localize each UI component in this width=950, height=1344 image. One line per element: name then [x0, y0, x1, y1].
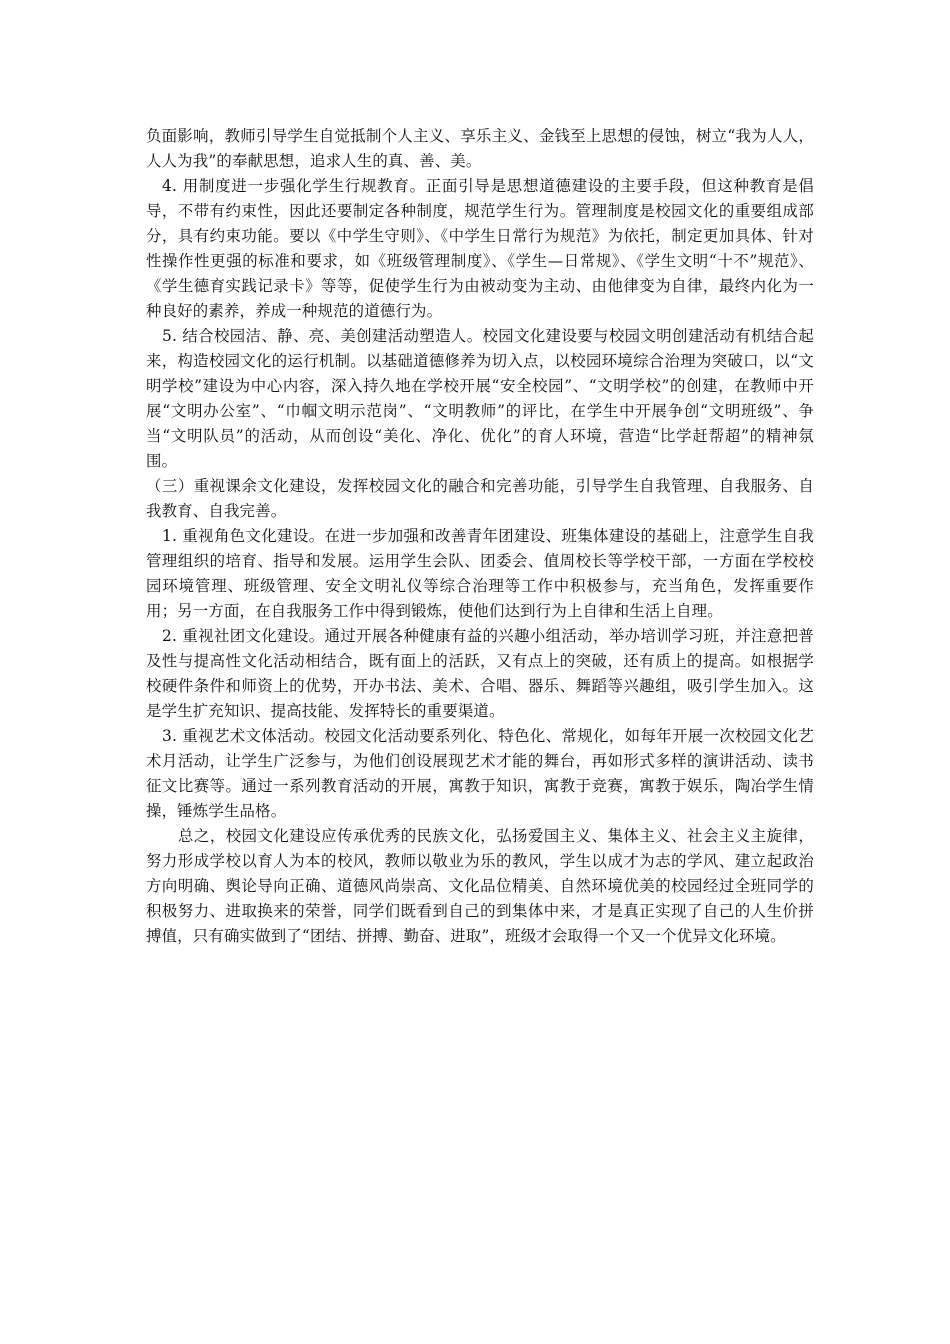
paragraph-item-2: 2. 重视社团文化建设。通过开展各种健康有益的兴趣小组活动，举办培训学习班，并注意把普及性与提高性文化活动相结合，既有面上的活跃，又有点上的突破，还有质上的提高。如根据学校硬件条件和师资上的优势，开办书法、美术、合唱、器乐、舞蹈等兴趣组，吸引学生加入。这是学生扩充知识、提高技能、发挥特长的重要渠道。: [146, 627, 814, 720]
paragraph-item-1: 1. 重视角色文化建设。在进一步加强和改善青年团建设、班集体建设的基础上，注意学生自我管理组织的培育、指导和发展。运用学生会队、团委会、值周校长等学校干部，一方面在学校校园环境管理、班级管理、安全文明礼仪等综合治理等工作中积极参与，充当角色，发挥重要作用；另一方面，在自我服务工作中得到锻炼，使他们达到行为上自律和生活上自理。: [146, 527, 814, 620]
paragraph-item-4: 4. 用制度进一步强化学生行规教育。正面引导是思想道德建设的主要手段，但这种教育是倡导，不带有约束性，因此还要制定各种制度，规范学生行为。管理制度是校园文化的重要组成部分，具有约束功能。要以《中学生守则》、《中学生日常行为规范》为依托，制定更加具体、针对性操作性更强的标准和要求，如《班级管理制度》、《学生—日常规》、《学生文明“十不”规范》、《学生德育实践记录卡》等等，促使学生行为由被动变为主动、由他律变为自律，最终内化为一种良好的素养，养成一种规范的道德行为。: [146, 177, 814, 320]
paragraph-continuation: 负面影响，教师引导学生自觉抵制个人主义、享乐主义、金钱至上思想的侵蚀，树立“我为人人，人人为我”的奉献思想，追求人生的真、善、美。: [146, 127, 814, 170]
paragraph-item-3: 3. 重视艺术文体活动。校园文化活动要系列化、特色化、常规化，如每年开展一次校园文化艺术月活动，让学生广泛参与，为他们创设展现艺术才能的舞台，再如形式多样的演讲活动、读书征文比赛等。通过一系列教育活动的开展，寓教于知识，寓教于竞赛，寓教于娱乐，陶冶学生情操，锤炼学生品格。: [146, 727, 814, 820]
paragraph-summary: 总之，校园文化建设应传承优秀的民族文化，弘扬爱国主义、集体主义、社会主义主旋律，努力形成学校以育人为本的校风，教师以敬业为乐的教风，学生以成才为志的学风、建立起政治方向明确、舆论导向正确、道德风尚崇高、文化品位精美、自然环境优美的校园经过全班同学的积极努力、进取换来的荣誉，同学们既看到自己的到集体中来，才是真正实现了自己的人生价拼搏值，只有确实做到了“团结、拼搏、勤奋、进取”，班级才会取得一个又一个优异文化环境。: [146, 827, 814, 945]
paragraph-item-5: 5. 结合校园洁、静、亮、美创建活动塑造人。校园文化建设要与校园文明创建活动有机结合起来，构造校园文化的运行机制。以基础道德修养为切入点，以校园环境综合治理为突破口，以“文明学校”建设为中心内容，深入持久地在学校开展“安全校园”、“文明学校”的创建，在教师中开展“文明办公室”、“巾帼文明示范岗”、“文明教师”的评比，在学生中开展争创“文明班级”、争当“文明队员”的活动，从而创设“美化、净化、优化”的育人环境，营造“比学赶帮超”的精神氛围。: [146, 327, 814, 470]
document-body: [146, 124, 814, 949]
section-heading-3: （三）重视课余文化建设，发挥校园文化的融合和完善功能，引导学生自我管理、自我服务、自我教育、自我完善。: [146, 477, 814, 520]
